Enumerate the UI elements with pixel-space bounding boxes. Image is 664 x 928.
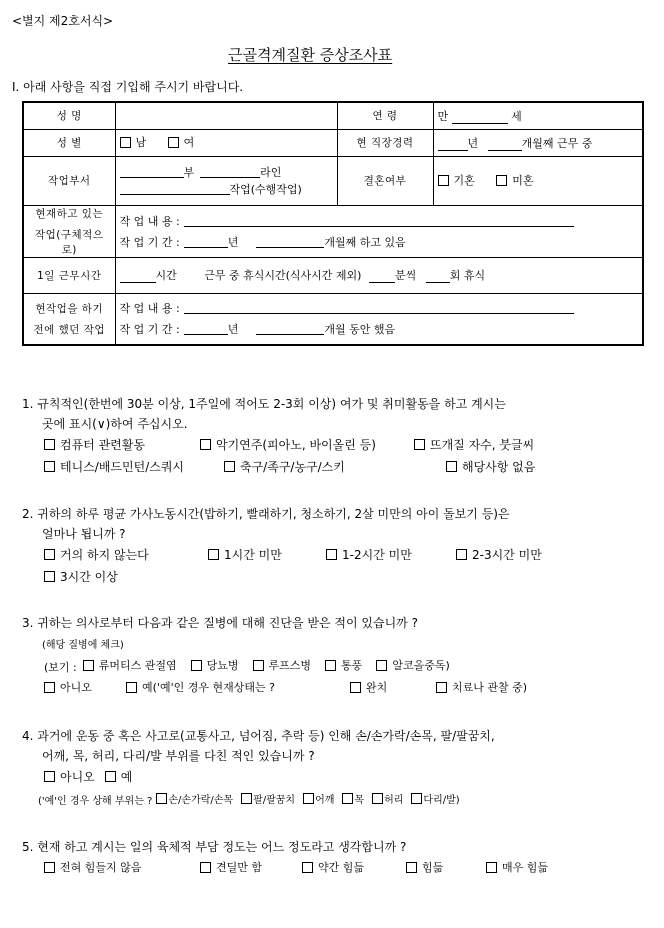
- q4-option-2-label: 예: [120, 770, 133, 784]
- q1-option-6-label: 해당사항 없음: [462, 460, 536, 474]
- gender-field: [115, 129, 337, 156]
- q1-option-6-checkbox[interactable]: [446, 461, 457, 472]
- daily-hours-label: 1일 근무시간: [23, 257, 115, 293]
- current-work-content-input[interactable]: [184, 215, 574, 227]
- age-field[interactable]: [433, 102, 643, 129]
- current-work-label: [23, 205, 115, 257]
- q4-part-3-label: 어깨: [315, 795, 335, 806]
- name-field[interactable]: [115, 102, 337, 129]
- q4-part-5-label: 허리: [384, 795, 404, 806]
- q5-option-4-checkbox[interactable]: [406, 862, 417, 873]
- question-1-text: 1. 규칙적인(한번에 30분 이상, 1주일에 적어도 2-3회 이상) 여가 및 취미활동을 하고 계시는: [22, 397, 506, 411]
- prev-months-unit: 개월 동안 했음: [324, 323, 396, 337]
- q3-option-1-label: 아니오: [60, 681, 92, 694]
- male-label: 남: [135, 136, 147, 150]
- marital-field: [433, 156, 643, 205]
- q3-example-3-label: 루프스병: [268, 659, 312, 672]
- married-label: 기혼: [453, 174, 475, 188]
- q3-option-2-label: 예('예'인 경우 현재상태는 ?: [142, 681, 275, 694]
- question-5-text: 5. 현재 하고 계시는 일의 육체적 부담 정도는 어느 정도라고 생각합니까 ?: [22, 840, 407, 854]
- prev-work-label-line1: 현작업을 하기: [35, 302, 104, 315]
- female-label: 여: [183, 136, 195, 150]
- current-years-unit: 년: [227, 235, 239, 249]
- q4-part-2-label: 팔/팔꿈치: [253, 795, 296, 806]
- hours-input[interactable]: [120, 271, 156, 283]
- q5-option-5-checkbox[interactable]: [486, 862, 497, 873]
- current-months-input[interactable]: [256, 236, 324, 248]
- unmarried-label: 미혼: [512, 174, 534, 188]
- q4-part-1-label: 손/손가락/손목: [168, 795, 234, 806]
- dept-bu-unit: 부: [183, 166, 195, 179]
- age-input[interactable]: [452, 112, 508, 124]
- q3-option-4-checkbox[interactable]: [436, 682, 447, 693]
- q3-example-4-label: 통풍: [341, 659, 363, 672]
- q5-option-4-label: 힘듦: [422, 861, 444, 874]
- current-work-field: [115, 205, 643, 257]
- break-minutes-unit: 분씩: [394, 269, 417, 282]
- q2-option-5-label: 3시간 이상: [60, 570, 118, 584]
- q3-example-3-checkbox[interactable]: [253, 660, 264, 671]
- q1-option-5-label: 축구/족구/농구/스키: [240, 460, 345, 474]
- q3-option-4-label: 치료나 관찰 중): [452, 681, 528, 694]
- page-title: 근골격계질환 증상조사표: [228, 46, 393, 64]
- question-3-text-2: (해당 질병에 체크): [42, 640, 124, 651]
- question-4-text: 4. 과거에 운동 중 혹은 사고로(교통사고, 넘어짐, 추락 등) 인해 손/손가락/손목, 팔/팔꿈치,: [22, 729, 495, 743]
- female-checkbox[interactable]: [168, 137, 179, 148]
- prev-work-content-label: 작 업 내 용 :: [119, 302, 180, 316]
- break-times-unit: 회 휴식: [449, 269, 486, 282]
- q1-option-1-checkbox[interactable]: [44, 439, 55, 450]
- q2-option-5-checkbox[interactable]: [44, 571, 55, 582]
- career-years-input[interactable]: [438, 139, 468, 151]
- question-1-text-2: 곳에 표시(∨)하여 주십시오.: [42, 417, 188, 431]
- q3-example-2-checkbox[interactable]: [191, 660, 202, 671]
- current-years-input[interactable]: [184, 236, 228, 248]
- prev-work-field: [115, 293, 643, 345]
- career-years-unit: 년: [467, 136, 479, 150]
- current-work-period-label: 작 업 기 간 :: [119, 235, 180, 249]
- marital-label: 결혼여부: [337, 156, 433, 205]
- q4-option-1-label: 아니오: [60, 770, 95, 784]
- q2-option-3-checkbox[interactable]: [326, 549, 337, 560]
- q4-part-5-checkbox[interactable]: [372, 793, 383, 804]
- q1-option-3-checkbox[interactable]: [414, 439, 425, 450]
- q1-option-4-label: 테니스/배드민턴/스쿼시: [60, 460, 185, 474]
- q4-part-6-label: 다리/발): [423, 795, 460, 806]
- q1-option-2-checkbox[interactable]: [200, 439, 211, 450]
- break-minutes-input[interactable]: [369, 271, 395, 283]
- form-number: <별지 제2호서식>: [12, 14, 114, 28]
- age-suffix: 세: [511, 109, 522, 123]
- career-label: 현 직장경력: [337, 129, 433, 156]
- instruction: I. 아래 사항을 직접 기입해 주시기 바랍니다.: [12, 80, 244, 94]
- q3-example-4-checkbox[interactable]: [325, 660, 336, 671]
- question-4-text-2: 어깨, 목, 허리, 다리/발 부위를 다친 적인 있습니까 ?: [42, 749, 315, 763]
- q3-examples-prefix: (보기 :: [44, 660, 77, 674]
- q4-part-4-checkbox[interactable]: [342, 793, 353, 804]
- daily-hours-field: [115, 257, 643, 293]
- gender-label: 성 별: [23, 129, 115, 156]
- current-work-label-line1: 현재하고 있는: [35, 207, 104, 220]
- q5-option-5-label: 매우 힘듦: [502, 861, 549, 874]
- prev-months-input[interactable]: [256, 323, 324, 335]
- q3-option-3-checkbox[interactable]: [350, 682, 361, 693]
- q2-option-3-label: 1-2시간 미만: [342, 548, 412, 562]
- q2-option-1-label: 거의 하지 않는다: [60, 548, 149, 562]
- current-work-content-label: 작 업 내 용 :: [119, 214, 180, 228]
- dept-line-unit: 라인: [260, 166, 282, 179]
- q4-parts-prefix: ('예'인 경우 상해 부위는 ?: [38, 796, 153, 807]
- dept-task-input[interactable]: [120, 183, 230, 195]
- dept-field: [115, 156, 337, 205]
- q4-part-6-checkbox[interactable]: [411, 793, 422, 804]
- q2-option-4-label: 2-3시간 미만: [472, 548, 542, 562]
- q1-option-1-label: 컴퓨터 관련활동: [60, 438, 145, 452]
- q4-option-1-checkbox[interactable]: [44, 771, 55, 782]
- q5-option-2-label: 견딜만 함: [216, 861, 263, 874]
- q3-option-3-label: 완치: [366, 681, 388, 694]
- age-prefix: 만: [437, 109, 449, 123]
- q5-option-2-checkbox[interactable]: [200, 862, 211, 873]
- male-checkbox[interactable]: [120, 137, 131, 148]
- q2-option-4-checkbox[interactable]: [456, 549, 467, 560]
- dept-line-input[interactable]: [200, 166, 260, 178]
- dept-bu-input[interactable]: [120, 166, 184, 178]
- career-field: [433, 129, 643, 156]
- q4-part-3-checkbox[interactable]: [303, 793, 314, 804]
- q4-part-1-checkbox[interactable]: [156, 793, 167, 804]
- question-2-text: 2. 귀하의 하루 평균 가사노동시간(밥하기, 빨래하기, 청소하기, 2살 미만의 아이 돌보기 등)은: [22, 507, 510, 521]
- q3-example-5-checkbox[interactable]: [376, 660, 387, 671]
- hours-unit: 시간: [155, 269, 177, 282]
- q3-example-2-label: 당뇨병: [206, 659, 239, 672]
- q3-option-1-checkbox[interactable]: [44, 682, 55, 693]
- q4-part-4-label: 목: [354, 795, 365, 806]
- break-times-input[interactable]: [426, 271, 450, 283]
- question-2-text-2: 얼마나 됩니까 ?: [42, 527, 126, 541]
- prev-years-input[interactable]: [184, 323, 228, 335]
- unmarried-checkbox[interactable]: [496, 175, 507, 186]
- q5-option-1-checkbox[interactable]: [44, 862, 55, 873]
- career-months-unit: 개월째 근무 중: [521, 136, 593, 150]
- q5-option-1-label: 전혀 힘들지 않음: [60, 861, 142, 874]
- q1-option-4-checkbox[interactable]: [44, 461, 55, 472]
- career-months-input[interactable]: [488, 139, 522, 151]
- name-label: 성 명: [23, 102, 115, 129]
- prev-work-content-input[interactable]: [184, 302, 574, 314]
- dept-label: 작업부서: [23, 156, 115, 205]
- current-work-label-line2: 작업(구체적으로): [35, 228, 104, 256]
- prev-years-unit: 년: [227, 323, 239, 337]
- married-checkbox[interactable]: [438, 175, 449, 186]
- q4-part-2-checkbox[interactable]: [241, 793, 252, 804]
- dept-task-unit: 작업(수행작업): [229, 183, 302, 196]
- survey-table: [22, 101, 644, 346]
- q1-option-5-checkbox[interactable]: [224, 461, 235, 472]
- current-months-unit: 개월째 하고 있음: [324, 235, 406, 249]
- prev-work-period-label: 작 업 기 간 :: [119, 323, 180, 337]
- q2-option-2-label: 1시간 미만: [224, 548, 282, 562]
- prev-work-label-line2: 전에 했던 작업: [33, 323, 106, 336]
- q3-example-5-label: 알코올중독): [392, 659, 450, 672]
- q1-option-3-label: 뜨개질 자수, 붓글씨: [430, 438, 535, 452]
- q5-option-3-label: 약간 힘듦: [318, 861, 365, 874]
- age-label: 연 령: [337, 102, 433, 129]
- q5-option-3-checkbox[interactable]: [302, 862, 313, 873]
- q3-example-1-checkbox[interactable]: [83, 660, 94, 671]
- prev-work-label: [23, 293, 115, 345]
- q4-option-2-checkbox[interactable]: [105, 771, 116, 782]
- q3-example-1-label: 류머티스 관절염: [98, 659, 177, 672]
- q2-option-1-checkbox[interactable]: [44, 549, 55, 560]
- q3-option-2-checkbox[interactable]: [126, 682, 137, 693]
- q2-option-2-checkbox[interactable]: [208, 549, 219, 560]
- break-text: 근무 중 휴식시간(식사시간 제외): [204, 269, 362, 282]
- q1-option-2-label: 악기연주(피아노, 바이올린 등): [216, 438, 376, 452]
- question-3-text: 3. 귀하는 의사로부터 다음과 같은 질병에 대해 진단을 받은 적이 있습니까 ?: [22, 616, 418, 630]
